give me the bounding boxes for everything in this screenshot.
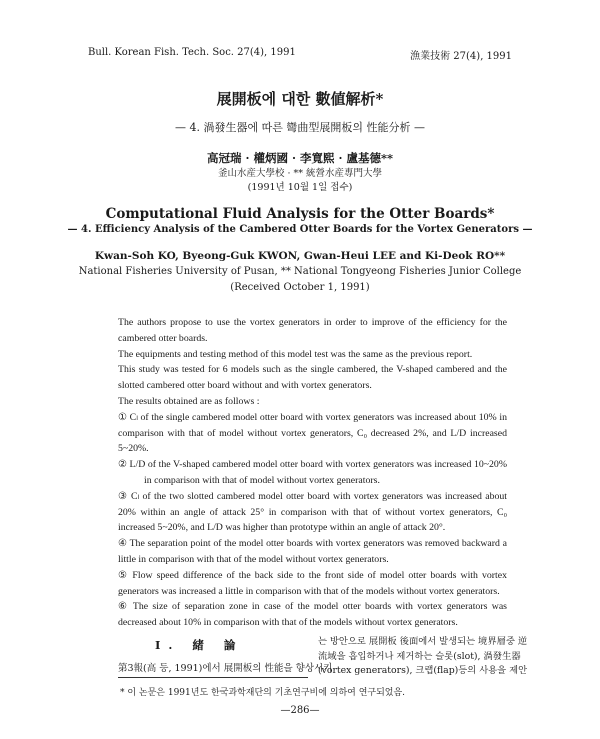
section-heading: I. 緒 論: [155, 638, 244, 652]
body-text-left: 第3報(高 등, 1991)에서 展開板의 性能을 향상시키: [118, 663, 333, 674]
footnote-rule: [118, 677, 308, 678]
result-item: ⑤ Flow speed difference of the back side to the front side of model otter boards with vortex generators was increased a little in comparison with that of the models without vortex generators.: [118, 569, 507, 597]
result-item: ① Cₗ of the single cambered model otter board with vortex generators was increased about 10% in comparison with that of model without vortex generators, C₀ decreased 2%, and L/D increased 5~20%.: [118, 411, 507, 455]
korean-affiliation: 釜山水産大學校 · ** 統營水産專門大學: [217, 168, 383, 179]
abstract-paragraph: This study was tested for 6 models such as the single cambered, the V-shaped cambered and the slotted cambered otter board without and with vortex generators.: [118, 364, 507, 392]
abstract-paragraph: The equipments and testing method of this model test was the same as the previous report.: [118, 348, 473, 360]
body-line: (vortex generators), 크랩(flap)등의 사용을 제안: [318, 665, 528, 676]
abstract: [118, 315, 507, 631]
journal-header-right: 漁業技術 27(4), 1991: [410, 51, 512, 62]
english-title: Computational Fluid Analysis for the Otter Boards*: [105, 206, 495, 222]
abstract-paragraph: The results obtained are as follows :: [118, 395, 260, 407]
body-line: 는 방안으로 展開板 後面에서 발생되는 境界層중 逆: [318, 636, 528, 647]
english-received-date: (Received October 1, 1991): [230, 282, 370, 293]
page-number: —286—: [280, 705, 320, 716]
body-line: 流域을 흡입하거나 제거하는 슬롯(slot), 渦發生器: [318, 650, 521, 662]
result-item: ② L/D of the V-shaped cambered model otter board with vortex generators was increased 10~20% in comparison with that of model without vortex generators.: [118, 459, 507, 486]
journal-header-left: Bull. Korean Fish. Tech. Soc. 27(4), 1991: [88, 47, 296, 58]
footnote: * 이 논문은 1991년도 한국과학재단의 기초연구비에 의하여 연구되었음.: [120, 688, 406, 698]
korean-title: 展開板에 대한 數値解析*: [216, 90, 384, 108]
korean-authors: 高冠瑞 · 權炳國 · 李寬熙 · 盧基德**: [206, 151, 394, 165]
english-affiliation: National Fisheries University of Pusan, ** National Tongyeong Fisheries Junior College: [78, 266, 522, 277]
korean-received-date: (1991년 10월 1일 접수): [247, 182, 353, 193]
english-subtitle: — 4. Efficiency Analysis of the Cambered Otter Boards for the Vortex Generators —: [67, 224, 533, 235]
body-text-right: [318, 635, 528, 679]
english-authors: Kwan-Soh KO, Byeong-Guk KWON, Gwan-Heui LEE and Ki-Deok RO**: [94, 250, 506, 262]
result-item: ⑥ The size of separation zone in case of the model otter boards with vortex generators was decreased about 10% in comparison with that of the models without vortex generators.: [118, 601, 507, 629]
korean-subtitle: — 4. 渦發生器에 따른 彎曲型展開板의 性能分析 —: [175, 121, 425, 134]
result-item: ④ The separation point of the model otter boards with vortex generators was removed backward a little in comparison with that of the model without vortex generators.: [118, 538, 507, 565]
result-item: ③ Cₗ of the two slotted cambered model otter board with vortex generators was increased about 20% within an angle of attack 25° in comparison with that of without vortex generators, C₀ increased 5~20%, and L/D was higher than prototype within an angle of attack 20°.: [118, 490, 507, 534]
abstract-paragraph: The authors propose to use the vortex generators in order to improve of the efficiency for the cambered otter boards.: [118, 317, 507, 344]
